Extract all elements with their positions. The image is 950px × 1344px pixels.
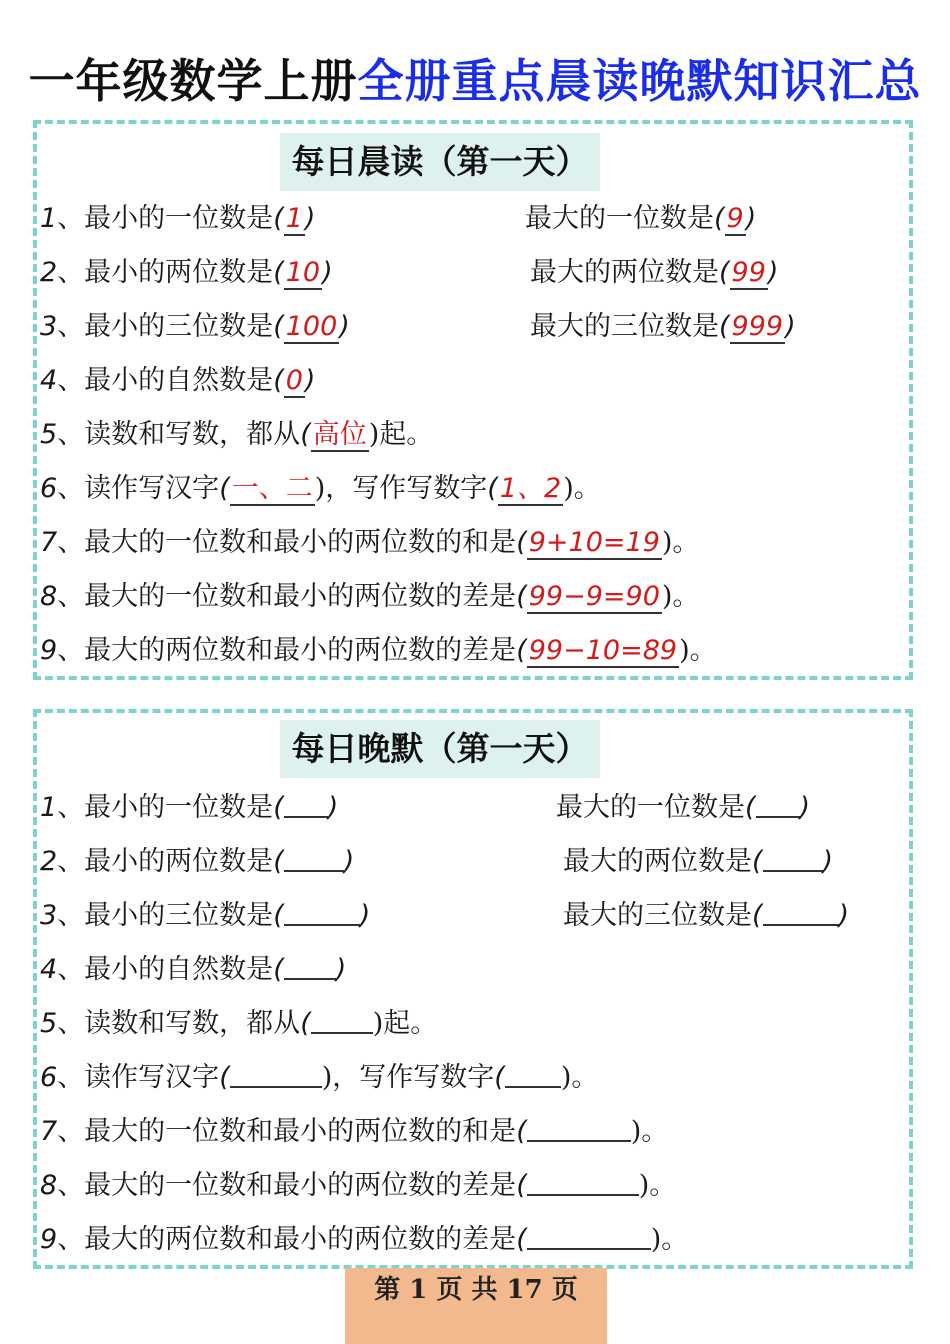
row-number: 3 (40, 311, 58, 342)
close-paren: )。 (661, 581, 700, 612)
open-paren: ( (516, 635, 527, 666)
reading-row-9 (40, 631, 717, 671)
row-number: 3 (40, 900, 58, 931)
row-number: 1 (40, 792, 58, 823)
close-paren: )。 (560, 1062, 599, 1093)
dictation-row-1-right (556, 788, 810, 828)
row-number: 5 (40, 1008, 58, 1039)
open-paren: ( (273, 311, 284, 342)
close-paren: ) (322, 257, 333, 288)
dictation-row-2-right (563, 842, 833, 882)
answer-blank[interactable] (527, 1222, 651, 1250)
dictation-row-9 (40, 1220, 688, 1260)
close-paren: )。 (661, 527, 700, 558)
open-paren: ( (719, 311, 730, 342)
question-text: 最大的两位数是 (563, 846, 752, 877)
question-text: 最大的一位数是 (556, 792, 745, 823)
close-paren: ) (304, 203, 316, 234)
row-number: 8 (40, 1170, 58, 1201)
question-text: 、读作写汉字 (57, 1062, 220, 1093)
reading-row-6 (40, 469, 601, 509)
question-text: 最大的三位数是 (563, 900, 752, 931)
close-paren: ) (335, 954, 347, 985)
dictation-header: 每日晚默（第一天） (280, 720, 600, 778)
question-text: 、最大的两位数和最小的两位数的差是 (57, 1224, 517, 1255)
title-subject: 全册重点晨读晚默知识汇总 (357, 54, 922, 108)
mid-text: )，写作写数字 (321, 1062, 495, 1093)
reading-row-5 (40, 415, 433, 455)
question-text: 、读作写汉字 (57, 473, 220, 504)
open-paren: ( (516, 1224, 527, 1255)
close-paren: )。 (563, 473, 601, 504)
row-number: 1 (40, 203, 58, 234)
mid-text: )，写作写数字 (314, 473, 488, 504)
question-text: 、最小的两位数是 (57, 257, 274, 288)
reading-row-8 (40, 577, 699, 617)
close-paren: )。 (679, 635, 717, 666)
open-paren: ( (219, 473, 230, 504)
dictation-row-2 (40, 842, 354, 882)
reading-row-7 (40, 523, 699, 563)
question-text: 、最大的一位数和最小的两位数的差是 (57, 1170, 517, 1201)
close-paren: ) (343, 846, 355, 877)
row-number: 4 (40, 365, 58, 396)
row-number: 8 (40, 581, 58, 612)
open-paren: ( (273, 900, 284, 931)
answer: 高位 (312, 419, 367, 450)
close-paren: )。 (638, 1170, 677, 1201)
question-text: 、最小的两位数是 (57, 846, 274, 877)
dictation-row-4 (40, 950, 346, 990)
answer: 999 (731, 311, 784, 342)
question-text: 、最小的一位数是 (57, 792, 274, 823)
question-text: 、最大的一位数和最小的两位数的和是 (57, 1116, 517, 1147)
answer: 0 (285, 365, 303, 396)
close-paren: ) (822, 846, 834, 877)
close-paren: ) (745, 203, 757, 234)
dictation-row-8 (40, 1166, 676, 1206)
answer: 10 (285, 257, 321, 288)
row-number: 2 (40, 257, 58, 288)
reading-row-1 (40, 199, 315, 239)
open-paren: ( (273, 257, 284, 288)
dictation-row-5 (40, 1004, 437, 1044)
question-text: 、最小的三位数是 (57, 311, 274, 342)
answer: 100 (285, 311, 338, 342)
close-paren: )起。 (372, 1008, 438, 1039)
close-paren: ) (785, 311, 796, 342)
answer-blank[interactable] (311, 1006, 373, 1034)
row-number: 7 (40, 1116, 58, 1147)
row-number: 5 (40, 419, 58, 450)
answer-blank[interactable] (284, 898, 360, 926)
answer: 99−9=90 (528, 581, 660, 612)
open-paren: ( (752, 846, 763, 877)
open-paren: ( (516, 1170, 527, 1201)
question-text: 、最小的三位数是 (57, 900, 274, 931)
answer: 一、二 (231, 473, 313, 504)
close-paren: ) (799, 792, 811, 823)
open-paren: ( (273, 792, 284, 823)
question-text: 、最小的自然数是 (57, 954, 274, 985)
row-number: 2 (40, 846, 58, 877)
open-paren: ( (300, 1008, 311, 1039)
answer-blank[interactable] (756, 790, 800, 818)
page-title (0, 48, 950, 114)
open-paren: ( (300, 419, 311, 450)
reading-row-3-right (530, 307, 796, 347)
answer-blank[interactable] (527, 1168, 639, 1196)
answer-2: 1、2 (499, 473, 562, 504)
dictation-row-3 (40, 896, 370, 936)
close-paren: )。 (650, 1224, 689, 1255)
answer-blank[interactable] (284, 952, 336, 980)
question-text: 最大的两位数是 (530, 257, 719, 288)
question-text: 、读数和写数，都从 (57, 1008, 301, 1039)
answer: 99−10=89 (528, 635, 678, 666)
open-paren: ( (273, 365, 284, 396)
open-paren: ( (752, 900, 763, 931)
open-paren: ( (516, 581, 527, 612)
question-text: 、最大的两位数和最小的两位数的差是 (57, 635, 517, 666)
answer-blank[interactable] (527, 1114, 631, 1142)
dictation-row-1 (40, 788, 338, 828)
open-paren: ( (516, 1116, 527, 1147)
dictation-row-3-right (563, 896, 849, 936)
row-number: 7 (40, 527, 58, 558)
open-paren: ( (516, 527, 527, 558)
close-paren: )。 (630, 1116, 669, 1147)
reading-row-2-right (530, 253, 778, 293)
answer-blank[interactable] (763, 898, 839, 926)
dictation-row-6 (40, 1058, 598, 1098)
answer: 99 (731, 257, 766, 288)
close-paren: ) (339, 311, 350, 342)
open-paren: ( (273, 203, 284, 234)
open-paren: ( (745, 792, 756, 823)
answer-blank-2[interactable] (505, 1060, 561, 1088)
answer-blank[interactable] (284, 790, 328, 818)
row-number: 6 (40, 1062, 58, 1093)
reading-row-3 (40, 307, 350, 347)
answer-blank[interactable] (284, 844, 344, 872)
open-paren: ( (719, 257, 730, 288)
open-paren: ( (273, 954, 284, 985)
open-paren: ( (487, 473, 498, 504)
open-paren: ( (714, 203, 725, 234)
question-text: 最大的一位数是 (525, 203, 714, 234)
title-grade: 一年级数学上册 (28, 54, 358, 108)
row-number: 9 (40, 1224, 58, 1255)
answer: 1 (285, 203, 303, 234)
close-paren: ) (767, 257, 779, 288)
close-paren: ) (327, 792, 339, 823)
question-text: 、最小的一位数是 (57, 203, 274, 234)
answer-blank[interactable] (230, 1060, 322, 1088)
row-number: 4 (40, 954, 58, 985)
question-text: 、最大的一位数和最小的两位数的差是 (57, 581, 517, 612)
question-text: 最大的三位数是 (530, 311, 719, 342)
reading-header: 每日晨读（第一天） (280, 133, 600, 191)
reading-row-1-right (525, 199, 756, 239)
question-text: 、读数和写数，都从 (57, 419, 301, 450)
reading-row-4 (40, 361, 315, 401)
answer: 9 (726, 203, 744, 234)
close-paren: ) (304, 365, 316, 396)
close-paren: ) (838, 900, 850, 931)
close-paren: )起。 (368, 419, 434, 450)
close-paren: ) (359, 900, 371, 931)
open-paren: ( (219, 1062, 230, 1093)
open-paren: ( (273, 846, 284, 877)
open-paren: ( (494, 1062, 505, 1093)
answer: 9+10=19 (528, 527, 660, 558)
question-text: 、最大的一位数和最小的两位数的和是 (57, 527, 517, 558)
page-number-footer: 第 1 页 共 17 页 (345, 1268, 607, 1344)
row-number: 6 (40, 473, 58, 504)
question-text: 、最小的自然数是 (57, 365, 274, 396)
row-number: 9 (40, 635, 58, 666)
answer-blank[interactable] (763, 844, 823, 872)
dictation-row-7 (40, 1112, 668, 1152)
reading-row-2 (40, 253, 333, 293)
